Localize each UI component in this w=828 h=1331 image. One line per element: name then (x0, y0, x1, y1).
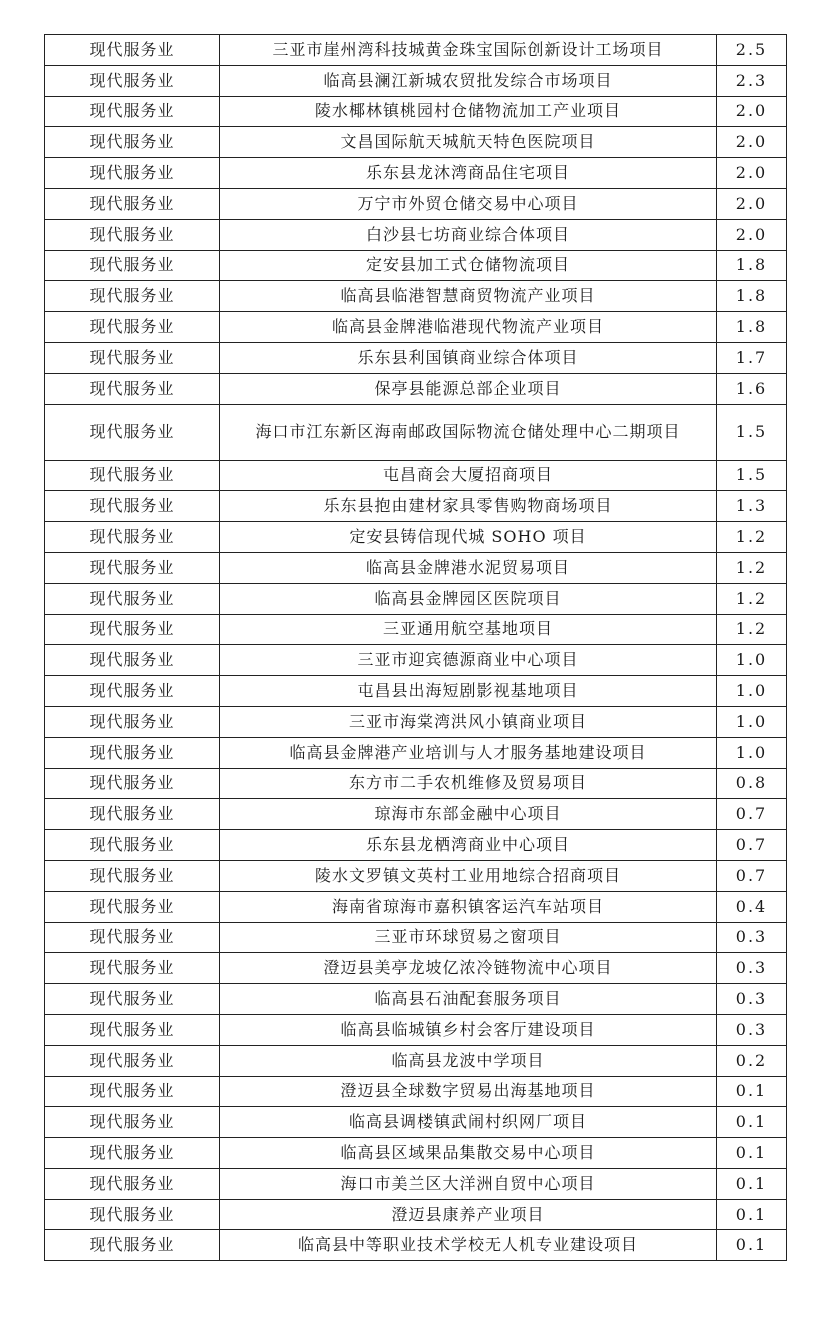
table-row (45, 1076, 787, 1107)
investment-value-cell: 1.3 (717, 491, 787, 522)
table-row (45, 1138, 787, 1169)
table-row (45, 281, 787, 312)
table-row (45, 35, 787, 66)
table-row (45, 860, 787, 891)
investment-value-cell: 1.8 (717, 312, 787, 343)
sector-cell: 现代服务业 (45, 891, 220, 922)
investment-value-cell: 2.3 (717, 65, 787, 96)
investment-value-cell: 0.1 (717, 1168, 787, 1199)
project-name-cell: 临高县金牌港产业培训与人才服务基地建设项目 (220, 737, 717, 768)
investment-value-cell: 0.4 (717, 891, 787, 922)
project-name-cell: 临高县金牌港临港现代物流产业项目 (220, 312, 717, 343)
table-row (45, 799, 787, 830)
table-row (45, 491, 787, 522)
investment-value-cell: 2.0 (717, 158, 787, 189)
table-row (45, 1168, 787, 1199)
project-table-body (45, 35, 787, 1261)
project-name-cell: 三亚市崖州湾科技城黄金珠宝国际创新设计工场项目 (220, 35, 717, 66)
sector-cell: 现代服务业 (45, 188, 220, 219)
table-row (45, 96, 787, 127)
table-row (45, 1014, 787, 1045)
investment-value-cell: 1.0 (717, 676, 787, 707)
sector-cell: 现代服务业 (45, 645, 220, 676)
sector-cell: 现代服务业 (45, 1138, 220, 1169)
table-row (45, 373, 787, 404)
project-name-cell: 东方市二手农机维修及贸易项目 (220, 768, 717, 799)
table-row (45, 768, 787, 799)
project-name-cell: 临高县中等职业技术学校无人机专业建设项目 (220, 1230, 717, 1261)
table-row (45, 188, 787, 219)
table-row (45, 1107, 787, 1138)
project-name-cell: 万宁市外贸仓储交易中心项目 (220, 188, 717, 219)
table-row (45, 583, 787, 614)
project-name-cell: 海南省琼海市嘉积镇客运汽车站项目 (220, 891, 717, 922)
project-name-cell: 文昌国际航天城航天特色医院项目 (220, 127, 717, 158)
investment-value-cell: 0.1 (717, 1076, 787, 1107)
table-row (45, 645, 787, 676)
sector-cell: 现代服务业 (45, 1045, 220, 1076)
investment-value-cell: 1.8 (717, 281, 787, 312)
table-row (45, 922, 787, 953)
project-name-cell: 乐东县龙沐湾商品住宅项目 (220, 158, 717, 189)
table-row (45, 614, 787, 645)
project-name-cell: 乐东县利国镇商业综合体项目 (220, 342, 717, 373)
investment-value-cell: 0.3 (717, 984, 787, 1015)
project-name-cell: 澄迈县美亭龙坡亿浓冷链物流中心项目 (220, 953, 717, 984)
investment-value-cell: 1.5 (717, 460, 787, 491)
project-name-cell: 陵水椰林镇桃园村仓储物流加工产业项目 (220, 96, 717, 127)
investment-value-cell: 0.3 (717, 953, 787, 984)
sector-cell: 现代服务业 (45, 404, 220, 460)
project-name-cell: 陵水文罗镇文英村工业用地综合招商项目 (220, 860, 717, 891)
table-row (45, 1199, 787, 1230)
project-name-cell: 临高县澜江新城农贸批发综合市场项目 (220, 65, 717, 96)
sector-cell: 现代服务业 (45, 676, 220, 707)
table-row (45, 676, 787, 707)
table-row (45, 552, 787, 583)
investment-value-cell: 2.0 (717, 219, 787, 250)
sector-cell: 现代服务业 (45, 1107, 220, 1138)
sector-cell: 现代服务业 (45, 127, 220, 158)
project-name-cell: 屯昌商会大厦招商项目 (220, 460, 717, 491)
table-row (45, 984, 787, 1015)
table-row (45, 127, 787, 158)
sector-cell: 现代服务业 (45, 491, 220, 522)
table-row (45, 830, 787, 861)
investment-value-cell: 2.0 (717, 127, 787, 158)
table-row (45, 891, 787, 922)
project-name-cell: 临高县临城镇乡村会客厅建设项目 (220, 1014, 717, 1045)
sector-cell: 现代服务业 (45, 158, 220, 189)
investment-value-cell: 1.5 (717, 404, 787, 460)
project-name-cell: 琼海市东部金融中心项目 (220, 799, 717, 830)
table-row (45, 219, 787, 250)
project-name-cell: 临高县龙波中学项目 (220, 1045, 717, 1076)
table-row (45, 460, 787, 491)
sector-cell: 现代服务业 (45, 1168, 220, 1199)
project-name-cell: 保亭县能源总部企业项目 (220, 373, 717, 404)
project-name-cell: 临高县石油配套服务项目 (220, 984, 717, 1015)
sector-cell: 现代服务业 (45, 1230, 220, 1261)
investment-value-cell: 1.2 (717, 522, 787, 553)
table-row (45, 1230, 787, 1261)
table-row (45, 158, 787, 189)
investment-value-cell: 0.7 (717, 799, 787, 830)
investment-value-cell: 1.2 (717, 583, 787, 614)
investment-value-cell: 0.1 (717, 1107, 787, 1138)
sector-cell: 现代服务业 (45, 460, 220, 491)
table-row (45, 250, 787, 281)
table-row (45, 1045, 787, 1076)
sector-cell: 现代服务业 (45, 830, 220, 861)
sector-cell: 现代服务业 (45, 799, 220, 830)
sector-cell: 现代服务业 (45, 860, 220, 891)
sector-cell: 现代服务业 (45, 312, 220, 343)
table-row (45, 522, 787, 553)
table-row (45, 312, 787, 343)
project-name-cell: 澄迈县全球数字贸易出海基地项目 (220, 1076, 717, 1107)
sector-cell: 现代服务业 (45, 35, 220, 66)
table-row (45, 706, 787, 737)
investment-value-cell: 0.7 (717, 830, 787, 861)
project-name-cell: 海口市美兰区大洋洲自贸中心项目 (220, 1168, 717, 1199)
sector-cell: 现代服务业 (45, 737, 220, 768)
table-row (45, 404, 787, 460)
investment-value-cell: 1.0 (717, 737, 787, 768)
investment-value-cell: 2.0 (717, 96, 787, 127)
sector-cell: 现代服务业 (45, 1014, 220, 1045)
sector-cell: 现代服务业 (45, 373, 220, 404)
table-row (45, 737, 787, 768)
table-row (45, 65, 787, 96)
project-name-cell: 白沙县七坊商业综合体项目 (220, 219, 717, 250)
sector-cell: 现代服务业 (45, 552, 220, 583)
project-table (44, 34, 787, 1261)
investment-value-cell: 2.0 (717, 188, 787, 219)
investment-value-cell: 0.1 (717, 1138, 787, 1169)
investment-value-cell: 1.6 (717, 373, 787, 404)
sector-cell: 现代服务业 (45, 96, 220, 127)
project-name-cell: 三亚市海棠湾洪风小镇商业项目 (220, 706, 717, 737)
project-name-cell: 三亚市迎宾德源商业中心项目 (220, 645, 717, 676)
sector-cell: 现代服务业 (45, 1199, 220, 1230)
project-name-cell: 临高县金牌港水泥贸易项目 (220, 552, 717, 583)
investment-value-cell: 1.2 (717, 614, 787, 645)
table-row (45, 342, 787, 373)
investment-value-cell: 1.8 (717, 250, 787, 281)
project-name-cell: 澄迈县康养产业项目 (220, 1199, 717, 1230)
investment-value-cell: 2.5 (717, 35, 787, 66)
investment-value-cell: 0.3 (717, 1014, 787, 1045)
investment-value-cell: 1.7 (717, 342, 787, 373)
sector-cell: 现代服务业 (45, 219, 220, 250)
sector-cell: 现代服务业 (45, 1076, 220, 1107)
project-name-cell: 定安县加工式仓储物流项目 (220, 250, 717, 281)
investment-value-cell: 0.1 (717, 1199, 787, 1230)
project-name-cell: 乐东县抱由建材家具零售购物商场项目 (220, 491, 717, 522)
investment-value-cell: 1.0 (717, 645, 787, 676)
project-name-cell: 乐东县龙栖湾商业中心项目 (220, 830, 717, 861)
project-name-cell: 临高县金牌园区医院项目 (220, 583, 717, 614)
document-page (44, 34, 786, 1261)
project-name-cell: 临高县调楼镇武闹村织网厂项目 (220, 1107, 717, 1138)
sector-cell: 现代服务业 (45, 342, 220, 373)
investment-value-cell: 1.2 (717, 552, 787, 583)
project-name-cell: 海口市江东新区海南邮政国际物流仓储处理中心二期项目 (220, 404, 717, 460)
sector-cell: 现代服务业 (45, 984, 220, 1015)
investment-value-cell: 0.3 (717, 922, 787, 953)
investment-value-cell: 1.0 (717, 706, 787, 737)
investment-value-cell: 0.1 (717, 1230, 787, 1261)
project-name-cell: 三亚市环球贸易之窗项目 (220, 922, 717, 953)
table-row (45, 953, 787, 984)
sector-cell: 现代服务业 (45, 583, 220, 614)
investment-value-cell: 0.7 (717, 860, 787, 891)
project-name-cell: 定安县铸信现代城 SOHO 项目 (220, 522, 717, 553)
sector-cell: 现代服务业 (45, 65, 220, 96)
sector-cell: 现代服务业 (45, 706, 220, 737)
project-name-cell: 临高县临港智慧商贸物流产业项目 (220, 281, 717, 312)
sector-cell: 现代服务业 (45, 768, 220, 799)
sector-cell: 现代服务业 (45, 953, 220, 984)
sector-cell: 现代服务业 (45, 250, 220, 281)
sector-cell: 现代服务业 (45, 614, 220, 645)
sector-cell: 现代服务业 (45, 281, 220, 312)
project-name-cell: 屯昌县出海短剧影视基地项目 (220, 676, 717, 707)
project-name-cell: 三亚通用航空基地项目 (220, 614, 717, 645)
sector-cell: 现代服务业 (45, 522, 220, 553)
project-name-cell: 临高县区域果品集散交易中心项目 (220, 1138, 717, 1169)
investment-value-cell: 0.8 (717, 768, 787, 799)
investment-value-cell: 0.2 (717, 1045, 787, 1076)
sector-cell: 现代服务业 (45, 922, 220, 953)
